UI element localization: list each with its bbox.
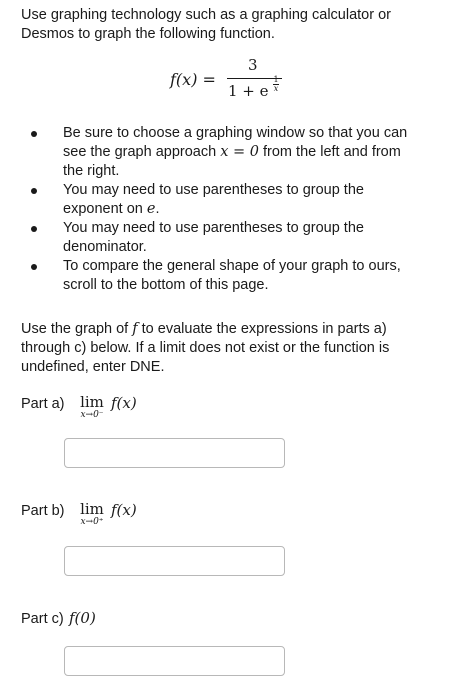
bullet-dot [31, 131, 37, 137]
instructions-line-3: undefined, enter DNE. [21, 359, 165, 375]
exponent-numerator: 1 [273, 75, 279, 84]
instructions-line-1 [21, 320, 387, 339]
bullet-2-line-1: You may need to use parentheses to group the [63, 182, 364, 198]
part-b-label: Part b) [21, 503, 65, 519]
instructions-f: f [132, 321, 138, 337]
part-c-label: Part c) [21, 611, 64, 627]
formula-denominator [228, 82, 269, 100]
bullet-3-line-2: denominator. [63, 239, 147, 255]
part-a-limit [72, 393, 112, 420]
part-a-expr: f(x) [111, 394, 137, 412]
bullet-dot [31, 226, 37, 232]
intro-line-2: Desmos to graph the following function. [21, 26, 275, 42]
part-a-answer-input[interactable] [64, 438, 285, 468]
part-a-lim: lim [80, 393, 104, 411]
bullet-4-line-2: scroll to the bottom of this page. [63, 277, 269, 293]
bullet-2-math: e [146, 201, 156, 217]
bullet-1-math: x = 0 [220, 144, 259, 160]
part-b-lim-sub: x→0⁺ [80, 517, 104, 527]
part-a-label: Part a) [21, 396, 65, 412]
part-c-answer-input[interactable] [64, 646, 285, 676]
instructions-text-a: Use the graph of [21, 321, 129, 337]
bullet-1-line-2 [63, 143, 401, 162]
instructions-text-b: to evaluate the expressions in parts a) [141, 321, 387, 337]
part-a-lim-sub: x→0⁻ [80, 410, 104, 420]
formula-lhs: f(x) = [170, 70, 216, 89]
exponent-denominator: x [273, 84, 279, 93]
bullet-1-line-1: Be sure to choose a graphing window so that you can [63, 125, 408, 141]
bullet-1-line-3: the right. [63, 163, 120, 179]
formula-numerator: 3 [248, 56, 258, 74]
part-b-answer-input[interactable] [64, 546, 285, 576]
bullet-1-text: see the graph approach [63, 144, 217, 160]
instructions-line-2: through c) below. If a limit does not exist or the function is [21, 340, 390, 356]
part-b-lim: lim [80, 500, 104, 518]
bullet-dot [31, 264, 37, 270]
bullet-1-text-b: from the left and from [263, 144, 401, 160]
denominator-base: 1 + e [228, 82, 269, 100]
part-b-limit [72, 500, 112, 527]
bullet-3-line-1: You may need to use parentheses to group the [63, 220, 364, 236]
part-b-expr: f(x) [111, 501, 137, 519]
bullet-2-text: exponent on [63, 201, 143, 217]
bullet-4-line-1: To compare the general shape of your graph to ours, [63, 258, 401, 274]
bullet-2-line-2 [63, 200, 159, 219]
bullet-2-tail: . [155, 201, 160, 217]
bullet-dot [31, 188, 37, 194]
exponent-fraction [273, 76, 279, 93]
intro-line-1: Use graphing technology such as a graphing calculator or [21, 7, 391, 23]
part-c-expr: f(0) [69, 609, 96, 627]
